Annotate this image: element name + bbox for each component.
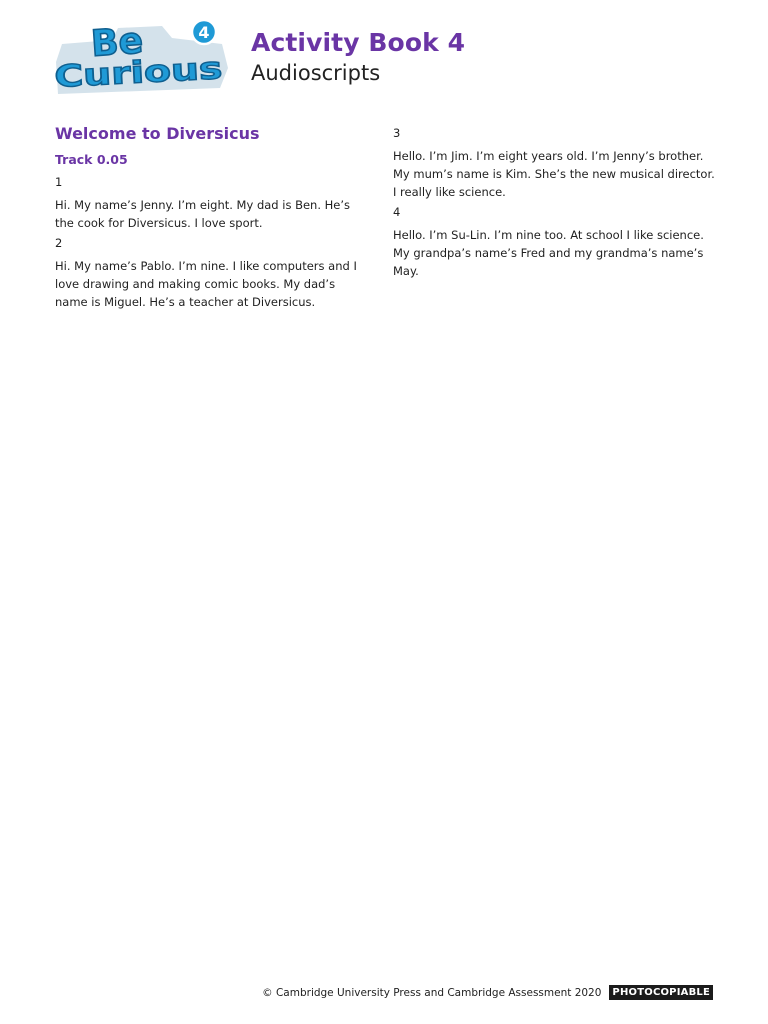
logo-word-be: Be — [89, 20, 145, 65]
logo-word-curious: Curious — [53, 53, 184, 95]
page-subtitle: Audioscripts — [251, 61, 381, 85]
page-title: Activity Book 4 — [251, 28, 466, 57]
entry-number: 1 — [55, 175, 63, 189]
entry-text: Hi. My name’s Pablo. I’m nine. I like computers and I love drawing and making comic books. My dad’s name is Miguel. He’s a teacher at Diversicus. — [55, 259, 357, 309]
entry-number: 3 — [393, 126, 401, 140]
entry-number: 4 — [393, 205, 401, 219]
entry-text: Hello. I’m Jim. I’m eight years old. I’m Jenny’s brother. My mum’s name is Kim. She’s the new musical director. I really like science. — [393, 149, 715, 199]
right-column — [393, 126, 715, 284]
left-column — [55, 124, 365, 315]
logo-level-number: 4 — [198, 23, 210, 42]
be-curious-logo — [52, 18, 230, 96]
section-title: Welcome to Diversicus — [55, 124, 260, 143]
copyright-notice: © Cambridge University Press and Cambridge Assessment 2020 — [262, 986, 602, 999]
photocopiable-badge: PHOTOCOPIABLE — [609, 985, 713, 1000]
entry-number: 2 — [55, 236, 63, 250]
track-label: Track 0.05 — [55, 152, 128, 167]
entry-text: Hello. I’m Su-Lin. I’m nine too. At school I like science. My grandpa’s name’s Fred and my grandma’s name’s May. — [393, 228, 704, 278]
entry-text: Hi. My name’s Jenny. I’m eight. My dad is Ben. He’s the cook for Diversicus. I love sport. — [55, 198, 351, 230]
page-footer — [262, 985, 713, 1000]
